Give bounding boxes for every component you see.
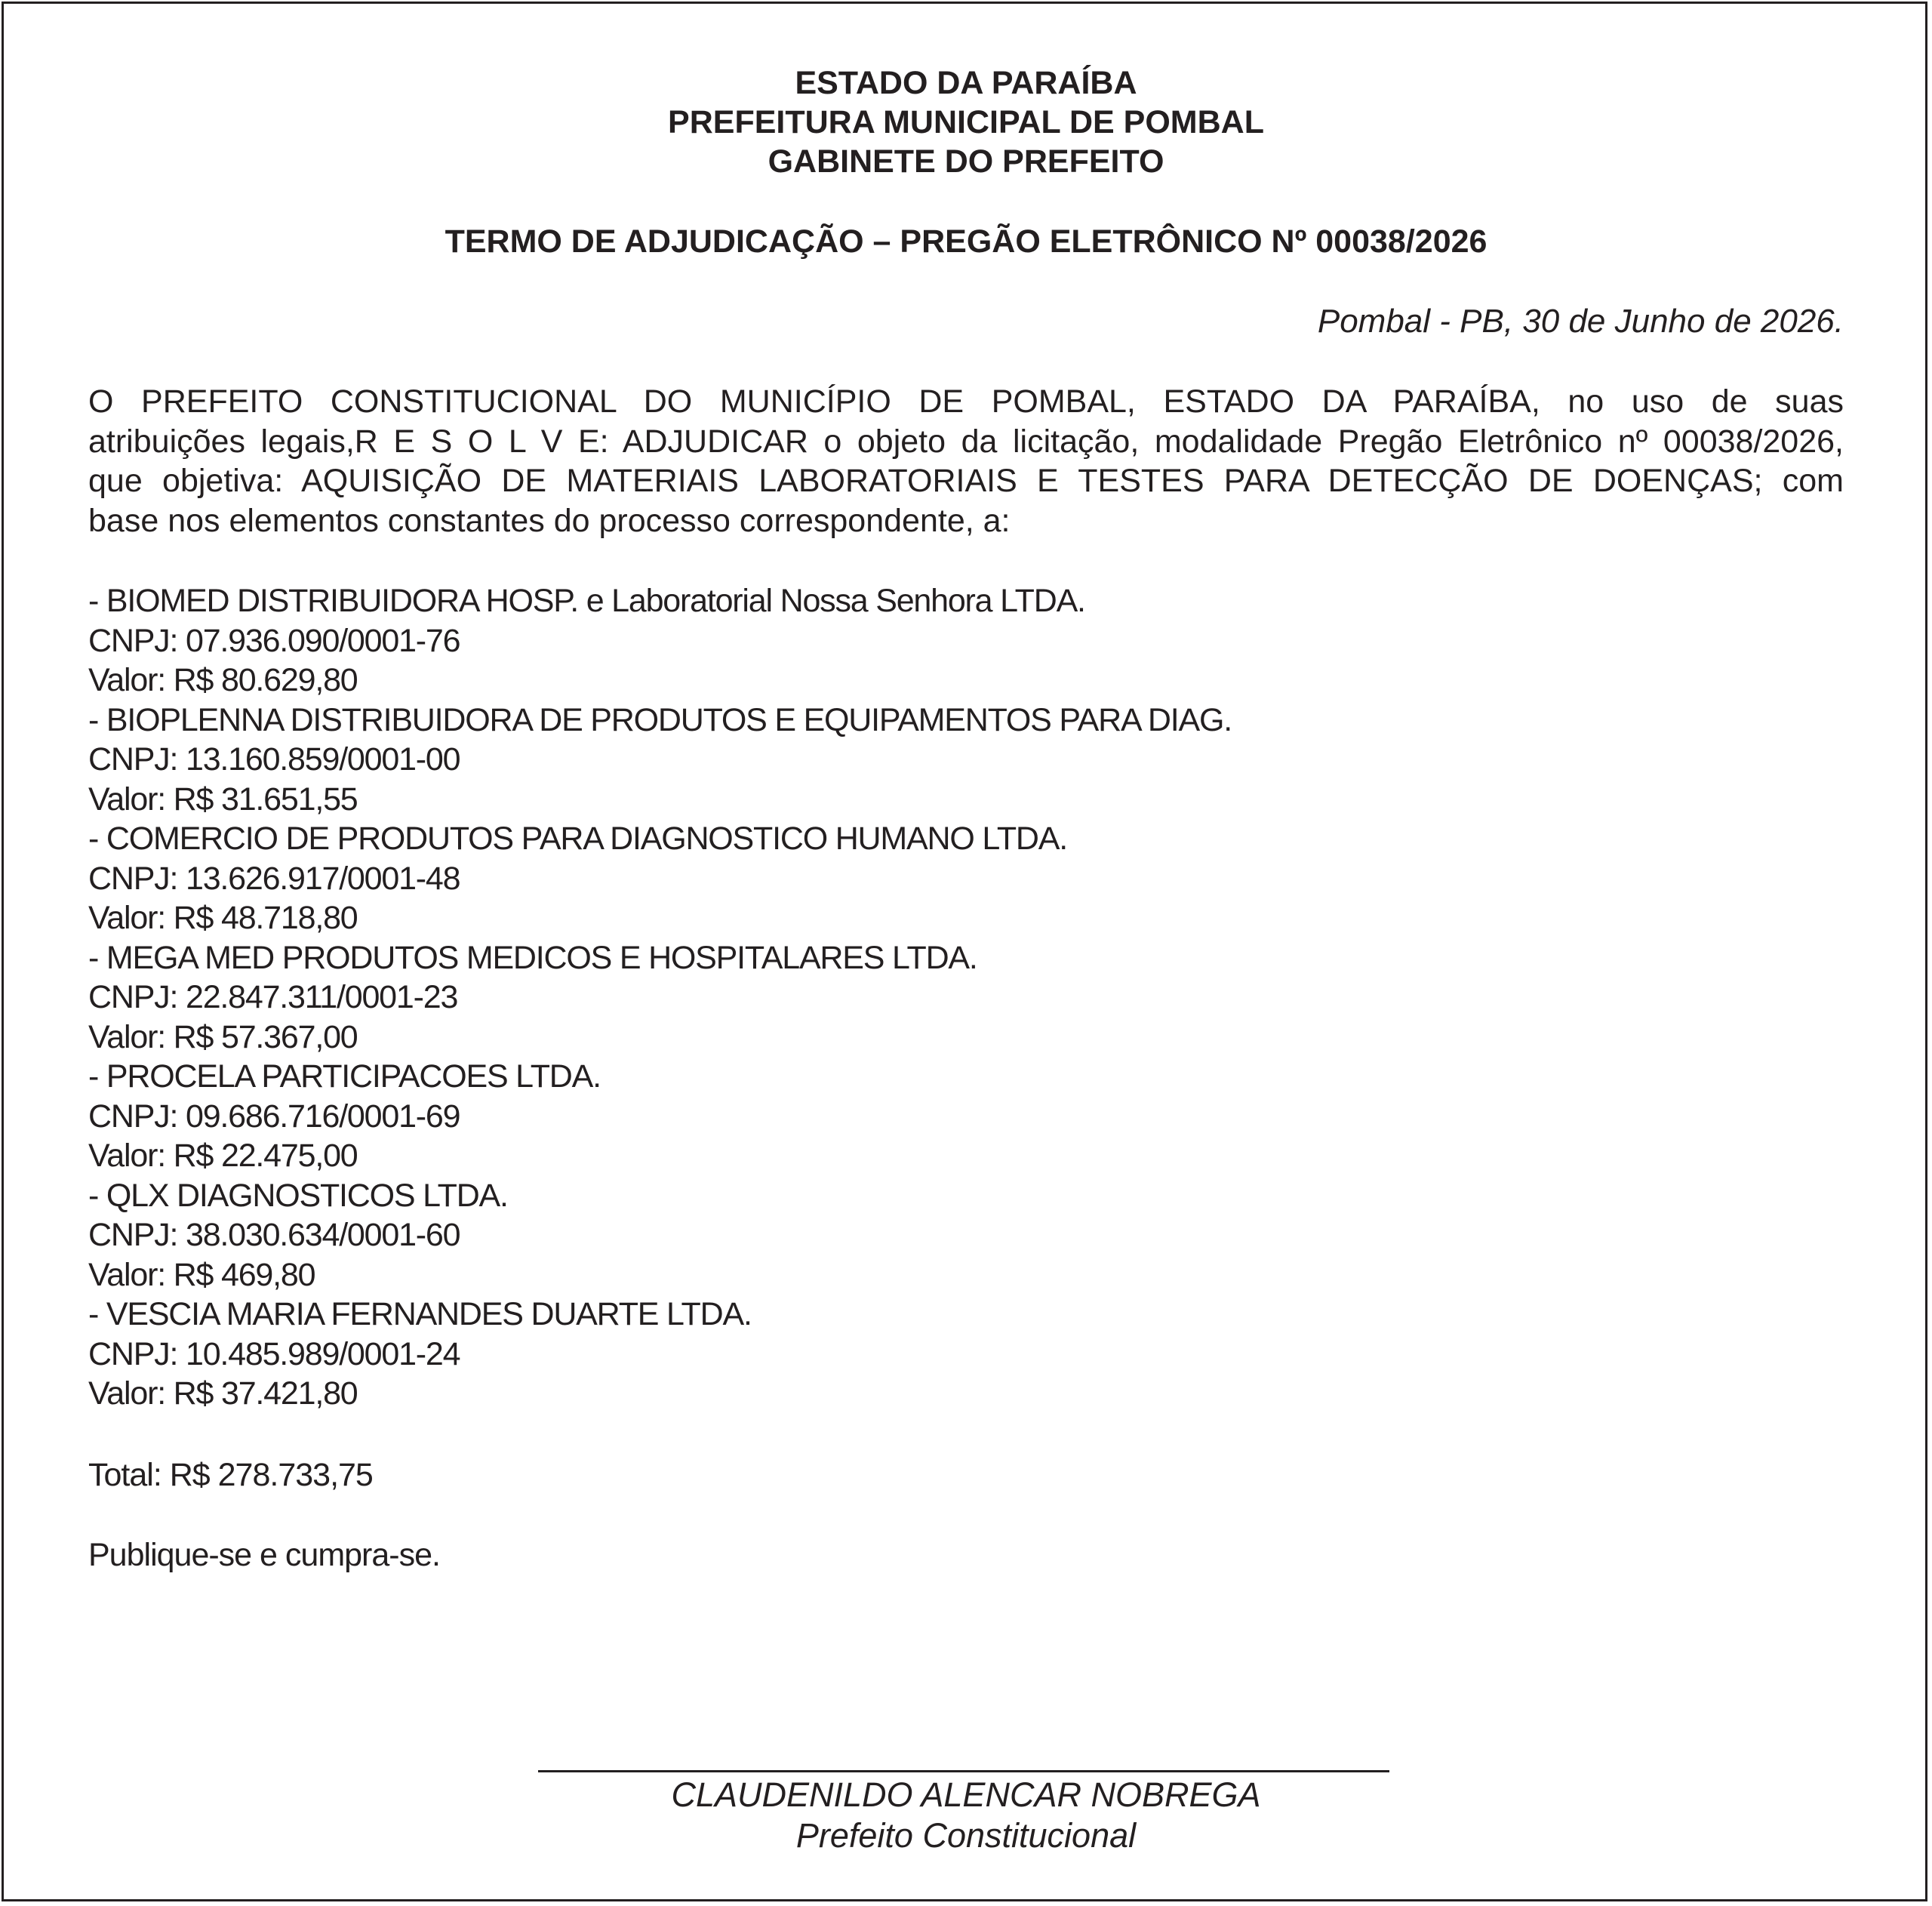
vendor-value: Valor: R$ 57.367,00 xyxy=(88,1018,358,1055)
signature-line xyxy=(538,1770,1389,1772)
intro-paragraph xyxy=(88,382,1844,540)
signatory-role: Prefeito Constitucional xyxy=(795,1816,1137,1855)
vendor-value: Valor: R$ 48.718,80 xyxy=(88,900,358,936)
vendor-cnpj: CNPJ: 22.847.311/0001-23 xyxy=(88,979,458,1015)
document-header xyxy=(0,63,1932,181)
vendor-name: - PROCELA PARTICIPACOES LTDA. xyxy=(88,1058,601,1095)
vendor-cnpj: CNPJ: 13.626.917/0001-48 xyxy=(88,860,460,897)
vendor-name: - MEGA MED PRODUTOS MEDICOS E HOSPITALARES LTDA. xyxy=(88,939,977,976)
intro-line: que objetiva: AQUISIÇÃO DE MATERIAIS LABORATORIAIS E TESTES PARA DETECÇÃO DE DOENÇAS; com xyxy=(88,463,1844,499)
vendor-name: - COMERCIO DE PRODUTOS PARA DIAGNOSTICO HUMANO LTDA. xyxy=(88,821,1068,857)
vendor-value: Valor: R$ 31.651,55 xyxy=(88,781,358,818)
total-value: Total: R$ 278.733,75 xyxy=(88,1457,373,1493)
vendor-cnpj: CNPJ: 38.030.634/0001-60 xyxy=(88,1217,460,1253)
vendor-value: Valor: R$ 22.475,00 xyxy=(88,1138,358,1174)
header-state: ESTADO DA PARAÍBA xyxy=(795,65,1137,101)
closing-statement: Publique-se e cumpra-se. xyxy=(88,1537,440,1573)
vendor-value: Valor: R$ 37.421,80 xyxy=(88,1375,358,1412)
vendor-cnpj: CNPJ: 13.160.859/0001-00 xyxy=(88,741,460,777)
dateline: Pombal - PB, 30 de Junho de 2026. xyxy=(1317,303,1844,340)
vendor-name: - VESCIA MARIA FERNANDES DUARTE LTDA. xyxy=(88,1296,752,1332)
intro-line: atribuições legais,R E S O L V E: ADJUDICAR o objeto da licitação, modalidade Pregão Eletrônico nº 00038/2026, xyxy=(88,423,1844,460)
vendor-cnpj: CNPJ: 10.485.989/0001-24 xyxy=(88,1335,460,1372)
vendor-value: Valor: R$ 80.629,80 xyxy=(88,662,358,698)
vendor-value: Valor: R$ 469,80 xyxy=(88,1256,315,1293)
document-title: TERMO DE ADJUDICAÇÃO – PREGÃO ELETRÔNICO Nº 00038/2026 xyxy=(445,223,1487,260)
vendor-list xyxy=(88,581,1232,1414)
vendor-cnpj: CNPJ: 07.936.090/0001-76 xyxy=(88,622,460,659)
header-office: GABINETE DO PREFEITO xyxy=(768,143,1164,180)
header-municipality: PREFEITURA MUNICIPAL DE POMBAL xyxy=(668,104,1264,140)
intro-line: O PREFEITO CONSTITUCIONAL DO MUNICÍPIO DE POMBAL, ESTADO DA PARAÍBA, no uso de suas xyxy=(88,383,1844,420)
vendor-name: - BIOMED DISTRIBUIDORA HOSP. e Laboratorial Nossa Senhora LTDA. xyxy=(88,583,1085,619)
vendor-name: - BIOPLENNA DISTRIBUIDORA DE PRODUTOS E EQUIPAMENTOS PARA DIAG. xyxy=(88,701,1232,738)
signatory-name: CLAUDENILDO ALENCAR NOBREGA xyxy=(671,1775,1261,1814)
vendor-cnpj: CNPJ: 09.686.716/0001-69 xyxy=(88,1098,460,1135)
vendor-name: - QLX DIAGNOSTICOS LTDA. xyxy=(88,1177,508,1214)
intro-line: base nos elementos constantes do processo correspondente, a: xyxy=(88,502,1011,539)
